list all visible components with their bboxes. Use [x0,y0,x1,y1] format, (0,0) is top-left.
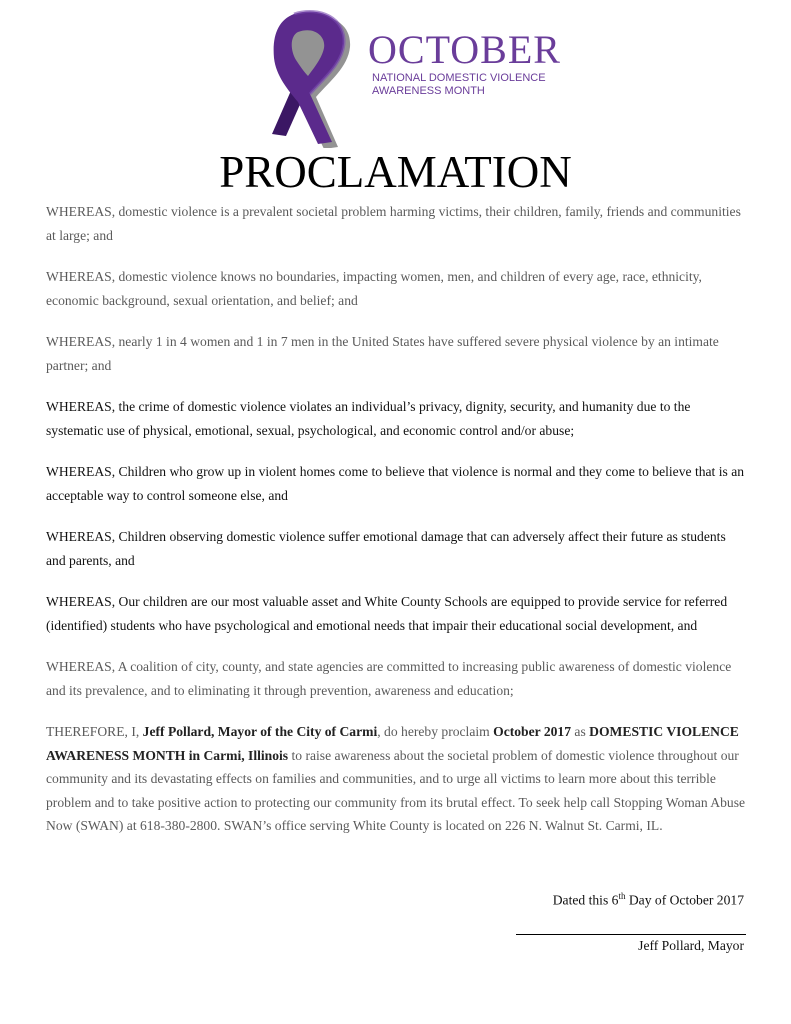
dated-ordinal: th [618,891,626,901]
whereas-paragraph: WHEREAS, Our children are our most valuable asset and White County Schools are equipped to provide service for referred (identified) students who have psychological and emotional needs that impair their educational social development, and [46,594,728,633]
awareness-month-logo [250,8,570,148]
page-title: PROCLAMATION [219,147,572,197]
dated-prefix: Dated this 6 [552,892,619,908]
therefore-paragraph [46,720,746,838]
whereas-paragraph: WHEREAS, nearly 1 in 4 women and 1 in 7 men in the United States have suffered severe physical violence by an intimate partner; and [46,334,719,373]
whereas-paragraph: WHEREAS, Children observing domestic violence suffer emotional damage that can adversely affect their future as students and parents, and [46,529,726,568]
therefore-text: as [571,724,590,739]
whereas-paragraph: WHEREAS, A coalition of city, county, and state agencies are committed to increasing public awareness of domestic violence and its prevalence, and to eliminating it through prevention, awareness and education; [46,659,732,698]
signature-line [516,934,746,935]
therefore-text: , do hereby proclaim [377,724,494,739]
logo-subtitle [372,72,572,98]
dated-line [553,886,744,911]
whereas-paragraph: WHEREAS, the crime of domestic violence violates an individual’s privacy, dignity, security, and humanity due to the systematic use of physical, emotional, sexual, psychological, and economic control and/or abuse; [46,399,691,438]
logo-month: OCTOBER [368,27,561,72]
therefore-text: to raise awareness about the societal problem of domestic violence throughout our community and its devastating effects on families and communities, and to urge all victims to learn more about this terrible problem and to take positive action to protecting our community from its brutal effect. To seek help call Stopping Woman Abuse Now (SWAN) at 618-380-2800. SWAN’s office serving White County is located on 226 N. Walnut St. Carmi, IL. [46,747,746,833]
proclamation-body [46,200,746,856]
purple-ribbon-icon [250,8,370,148]
whereas-paragraph: WHEREAS, domestic violence is a prevalent societal problem harming victims, their children, family, friends and communities at large; and [46,204,741,243]
proclaimed-event: DOMESTIC VIOLENCE AWARENESS MONTH in Carmi, Illinois [46,724,739,763]
logo-line-2: AWARENESS MONTH [372,85,485,97]
therefore-text: THEREFORE, I, [46,724,143,739]
whereas-paragraph: WHEREAS, Children who grow up in violent homes come to believe that violence is normal and they come to believe that is an acceptable way to control someone else, and [46,464,745,503]
dated-suffix: Day of October 2017 [625,892,744,908]
signature-name: Jeff Pollard, Mayor [638,938,744,953]
mayor-name: Jeff Pollard, Mayor of the City of Carmi [142,724,378,739]
logo-line-1: NATIONAL DOMESTIC VIOLENCE [372,72,546,84]
whereas-paragraph: WHEREAS, domestic violence knows no boundaries, impacting women, men, and children of every age, race, ethnicity, economic background, sexual orientation, and belief; and [46,269,702,308]
proclaimed-month: October 2017 [493,724,572,739]
